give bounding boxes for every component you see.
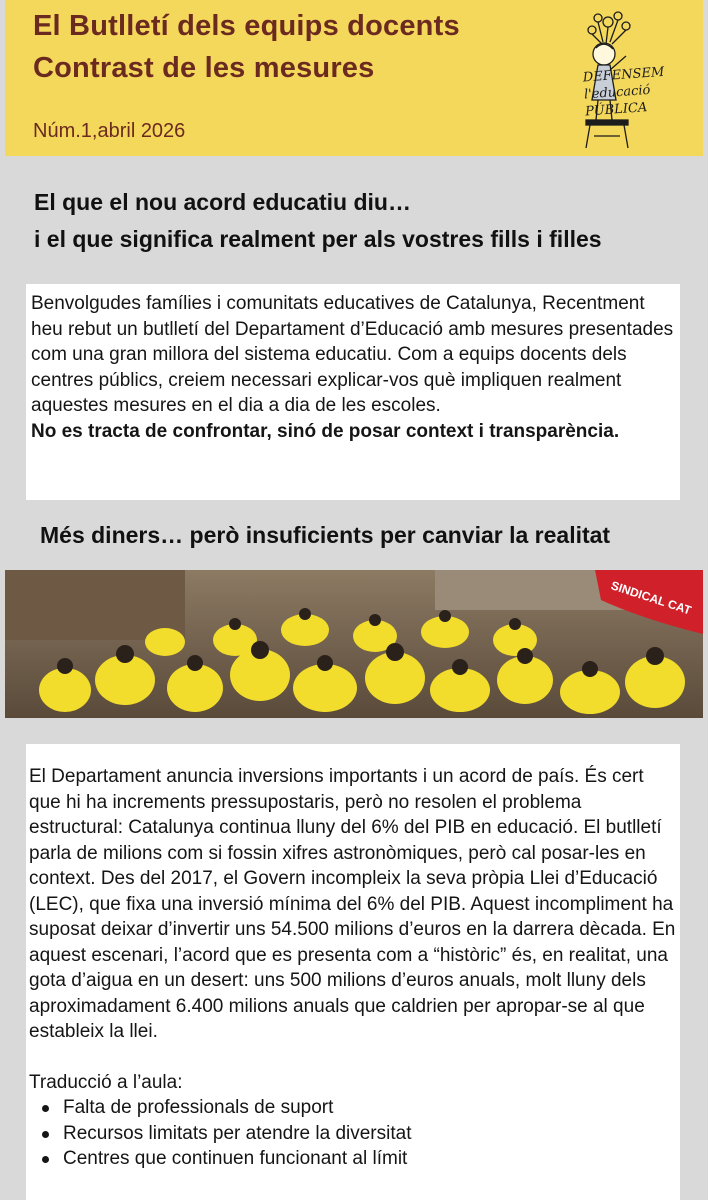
section-title: Més diners… però insuficients per canviar la realitat	[40, 522, 611, 548]
newsletter-subtitle: Contrast de les mesures	[33, 52, 375, 84]
banner-text: SINDICAL CAT	[609, 578, 694, 618]
list-item	[29, 1146, 411, 1172]
list-item-text: Recursos limitats per atendre la diversitat	[63, 1122, 412, 1144]
newsletter-title: El Butlletí dels equips docents	[33, 10, 460, 42]
bullet-icon	[42, 1131, 49, 1138]
intro-lead: No es tracta de confrontar, sinó de posar context i transparència.	[31, 420, 620, 442]
protest-crowd-image	[5, 570, 703, 718]
section-paragraph: El Departament anuncia inversions importants i un acord de país. És cert que hi ha increments pressupostaris, però no resolen el problema estructural: Catalunya continua lluny del 6% del PIB en educació. El butlletí parla de milions com si fossin xifres astronòmiques, però cal posar-les en context. Des del 2017, el Govern incompleix la seva pròpia Llei d’Educació (LEC), que fixa una inversió mínima del 6% del PIB. Aquest incompliment ha suposat deixar d’invertir uns 54.500 milions d’euros en la darrera dècada. En aquest escenari, l’acord que es presenta com a “històric” és, en realitat, una gota d’aigua en un desert: uns 500 milions d’euros anuals, molt lluny dels aproximadament 6.400 milions anuals que caldrien per apropar-se al que estableix la llei.	[29, 766, 676, 1042]
protest-photo	[5, 570, 703, 718]
bullet-icon	[42, 1156, 49, 1163]
bullet-icon	[42, 1105, 49, 1112]
issue-number: Núm.1,abril 2026	[33, 120, 186, 142]
intro-card	[26, 284, 680, 500]
section-card	[26, 744, 680, 1200]
list-item-text: Falta de professionals de suport	[63, 1097, 334, 1118]
intro-subheading: i el que significa realment per als vostres fills i filles	[34, 226, 602, 252]
points-list	[29, 1095, 411, 1172]
intro-paragraph: Benvolgudes famílies i comunitats educatives de Catalunya, Recentment heu rebut un butlletí del Departament d’Educació amb mesures presentades com una gran millora del sistema educatiu. Com a equips docents dels centres públics, creiem necessari explicar-vos què impliquen realment aquestes mesures en el dia a dia de les escoles.	[31, 293, 674, 416]
intro-text	[31, 291, 677, 444]
logo-text: DEFENSEM l'educació PÚBLICA	[582, 64, 665, 120]
list-item	[29, 1121, 411, 1147]
list-item-text: Centres que continuen funcionant al límit	[63, 1148, 408, 1169]
logo-lettering	[582, 63, 685, 121]
list-label: Traducció a l’aula:	[29, 1072, 183, 1093]
intro-heading: El que el nou acord educatiu diu…	[34, 189, 411, 215]
list-item	[29, 1095, 411, 1121]
